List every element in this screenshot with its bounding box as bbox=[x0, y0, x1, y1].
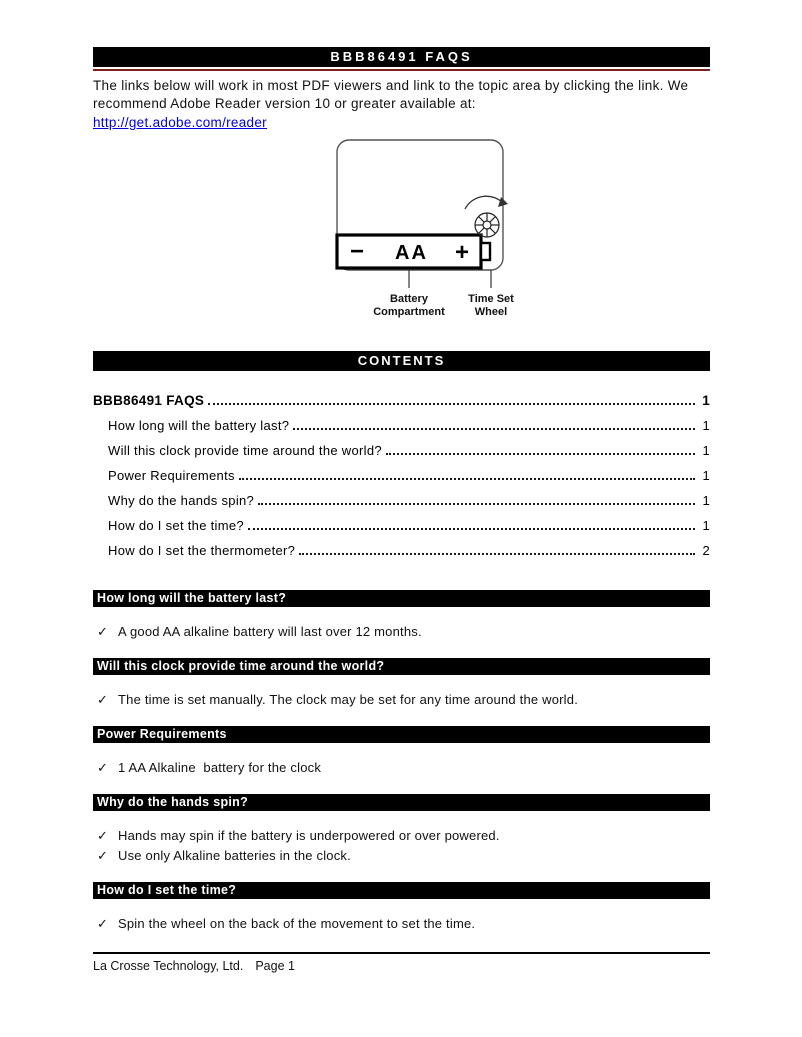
battery-caption-line1: Battery bbox=[390, 293, 428, 305]
footer-text bbox=[93, 959, 710, 973]
section-header-bar: Power Requirements bbox=[93, 726, 710, 743]
adobe-reader-link[interactable]: http://get.adobe.com/reader bbox=[93, 115, 267, 130]
toc-entry-label[interactable]: Why do the hands spin? bbox=[108, 493, 255, 508]
section-header-bar: How do I set the time? bbox=[93, 882, 710, 899]
toc-entry-label[interactable]: How do I set the thermometer? bbox=[108, 543, 296, 558]
toc-page-number: 1 bbox=[702, 393, 710, 408]
bullet-item bbox=[93, 915, 710, 932]
checkmark-icon: ✓ bbox=[97, 760, 109, 775]
toc-page-number: 1 bbox=[702, 468, 710, 483]
bullet-item bbox=[93, 623, 710, 640]
checkmark-icon: ✓ bbox=[97, 916, 109, 931]
toc-leader-dots bbox=[299, 553, 695, 555]
battery-minus-sign: − bbox=[350, 238, 365, 265]
battery-contact-nub bbox=[481, 243, 490, 260]
footer-company: La Crosse Technology, Ltd. bbox=[93, 959, 244, 973]
bullet-text: Use only Alkaline batteries in the clock. bbox=[118, 848, 351, 863]
bullet-text: Hands may spin if the battery is underpowered or over powered. bbox=[118, 828, 500, 843]
contents-title: CONTENTS bbox=[357, 353, 446, 368]
checkmark-icon: ✓ bbox=[97, 624, 109, 639]
bullet-text: 1 AA Alkaline battery for the clock bbox=[118, 760, 322, 775]
toc-entry-label[interactable]: How long will the battery last? bbox=[108, 418, 290, 433]
intro-paragraph: The links below will work in most PDF viewers and link to the topic area by clicking the link. We recommend Adobe Reader version 10 or greater available at: bbox=[93, 78, 689, 111]
section-header-bar: Why do the hands spin? bbox=[93, 794, 710, 811]
bullet-item bbox=[93, 691, 710, 708]
footer bbox=[93, 952, 710, 973]
toc-leader-dots bbox=[248, 528, 695, 530]
bullet-item bbox=[93, 847, 710, 864]
battery-plus-sign: + bbox=[455, 239, 470, 266]
toc-leader-dots bbox=[239, 478, 695, 480]
document-title-bar bbox=[93, 47, 710, 67]
toc-entry[interactable] bbox=[93, 483, 710, 508]
wheel-caption-line1: Time Set bbox=[468, 293, 514, 305]
toc-entry[interactable] bbox=[93, 533, 710, 558]
toc-entry[interactable] bbox=[93, 433, 710, 458]
bullet-item bbox=[93, 759, 710, 776]
section-header-bar: How long will the battery last? bbox=[93, 590, 710, 607]
toc-page-number: 1 bbox=[702, 518, 710, 533]
bullet-text: The time is set manually. The clock may be set for any time around the world. bbox=[118, 692, 579, 707]
document-title: BBB86491 FAQS bbox=[330, 49, 473, 64]
footer-rule bbox=[93, 952, 710, 954]
toc-page-number: 2 bbox=[702, 543, 710, 558]
toc-leader-dots bbox=[258, 503, 695, 505]
toc-leader-dots bbox=[208, 403, 695, 405]
battery-caption-line2: Compartment bbox=[373, 306, 445, 318]
toc-entry-label[interactable]: Power Requirements bbox=[108, 468, 235, 483]
toc-leader-dots bbox=[386, 453, 695, 455]
checkmark-icon: ✓ bbox=[97, 848, 109, 863]
toc-page-number: 1 bbox=[702, 493, 710, 508]
battery-aa-label: AA bbox=[395, 242, 428, 264]
toc-entry[interactable] bbox=[93, 508, 710, 533]
bullet-text: A good AA alkaline battery will last over 12 months. bbox=[118, 624, 422, 639]
toc-list bbox=[93, 383, 710, 558]
toc-entry-label[interactable]: How do I set the time? bbox=[108, 518, 244, 533]
title-rule bbox=[93, 69, 710, 71]
bullet-item bbox=[93, 827, 710, 844]
toc-entry[interactable] bbox=[93, 383, 710, 408]
contents-bar bbox=[93, 351, 710, 371]
section-header-bar: Will this clock provide time around the world? bbox=[93, 658, 710, 675]
toc-entry[interactable] bbox=[93, 458, 710, 483]
checkmark-icon: ✓ bbox=[97, 828, 109, 843]
toc-entry[interactable] bbox=[93, 408, 710, 433]
sections bbox=[93, 590, 710, 932]
checkmark-icon: ✓ bbox=[97, 692, 109, 707]
battery-diagram bbox=[312, 138, 542, 323]
toc-leader-dots bbox=[293, 428, 695, 430]
bullet-text: Spin the wheel on the back of the movement to set the time. bbox=[118, 916, 476, 931]
wheel-caption-line2: Wheel bbox=[474, 306, 508, 318]
toc-entry-label[interactable]: Will this clock provide time around the world? bbox=[108, 443, 382, 458]
toc-entry-label[interactable]: BBB86491 FAQS bbox=[93, 393, 205, 408]
toc-page-number: 1 bbox=[702, 443, 710, 458]
footer-page-number: Page 1 bbox=[255, 959, 295, 973]
toc-page-number: 1 bbox=[702, 418, 710, 433]
battery-diagram-graphic bbox=[312, 138, 542, 323]
